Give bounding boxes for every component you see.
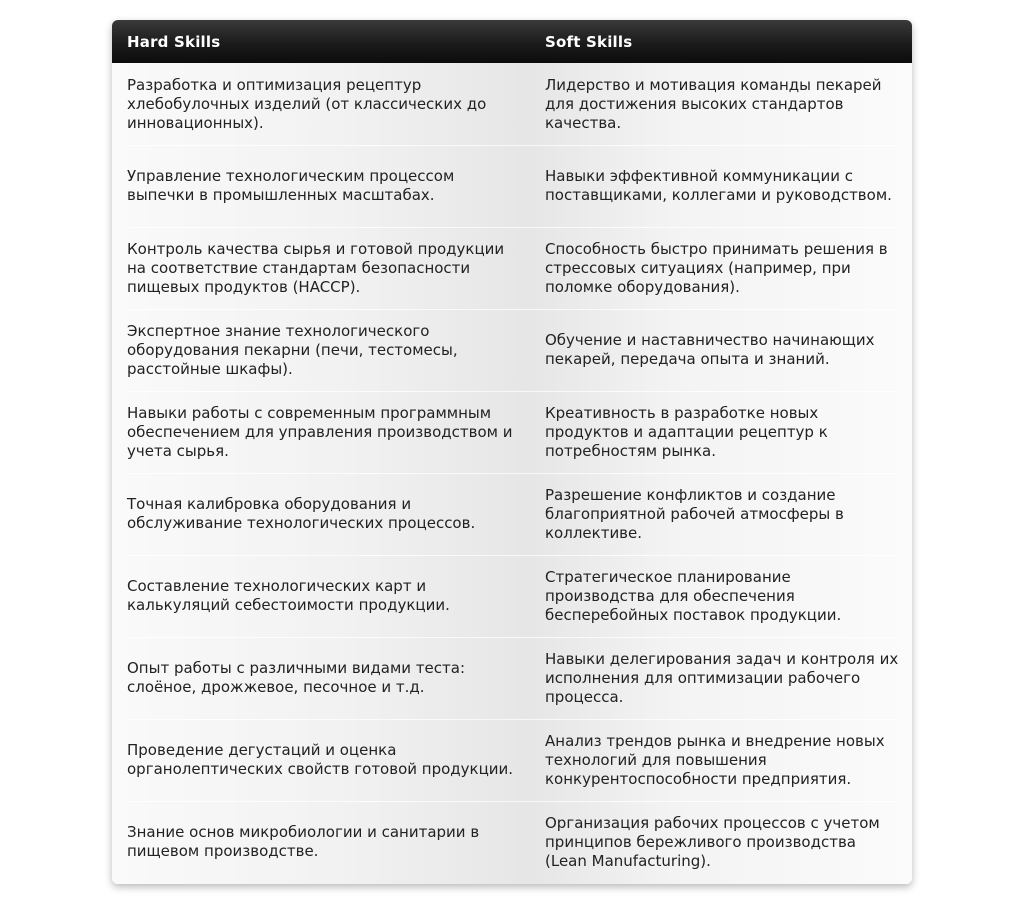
soft-skill-cell: Навыки делегирования задач и контроля их исполнения для оптимизации рабочего процесса. [545,649,899,706]
table-row [112,145,912,227]
soft-skill-cell: Разрешение конфликтов и создание благоприятной рабочей атмосферы в коллективе. [545,485,844,542]
table-header [112,20,912,63]
table-row [112,555,912,637]
hard-skill-cell: Знание основ микробиологии и санитарии в пищевом производстве. [127,823,480,860]
soft-skill-cell: Стратегическое планирование производства для обеспечения бесперебойных поставок продукции. [545,567,842,624]
table-row [112,309,912,391]
hard-skill-cell: Опыт работы с различными видами теста: слоёное, дрожжевое, песочное и т.д. [127,659,466,696]
table-row [112,801,912,883]
table-row [112,227,912,309]
hard-skill-cell: Контроль качества сырья и готовой продукции на соответствие стандартам безопасности пищевых продуктов (HACCP). [127,239,505,296]
soft-skill-cell: Навыки эффективной коммуникации с поставщиками, коллегами и руководством. [545,167,892,204]
table-row [112,391,912,473]
table-row [112,63,912,145]
header-soft-skills: Soft Skills [545,32,633,51]
soft-skill-cell: Лидерство и мотивация команды пекарей для достижения высоких стандартов качества. [545,75,882,132]
hard-skill-cell: Проведение дегустаций и оценка органолептических свойств готовой продукции. [127,741,514,778]
table-row [112,637,912,719]
soft-skill-cell: Организация рабочих процессов с учетом принципов бережливого производства (Lean Manufacturing). [545,813,880,870]
soft-skill-cell: Анализ трендов рынка и внедрение новых технологий для повышения конкурентоспособности предприятия. [545,731,885,788]
soft-skill-cell: Креативность в разработке новых продуктов и адаптации рецептур к потребностям рынка. [545,403,828,460]
soft-skill-cell: Способность быстро принимать решения в стрессовых ситуациях (например, при поломке оборудования). [545,239,888,296]
hard-skill-cell: Точная калибровка оборудования и обслуживание технологических процессов. [127,495,476,532]
soft-skill-cell: Обучение и наставничество начинающих пекарей, передача опыта и знаний. [545,331,875,368]
hard-skill-cell: Разработка и оптимизация рецептур хлебобулочных изделий (от классических до инновационных). [127,75,487,132]
hard-skill-cell: Составление технологических карт и калькуляций себестоимости продукции. [127,577,450,614]
hard-skill-cell: Управление технологическим процессом выпечки в промышленных масштабах. [127,167,455,204]
hard-skill-cell: Экспертное знание технологического оборудования пекарни (печи, тестомесы, расстойные шкафы). [127,321,458,378]
skills-table [112,20,912,884]
hard-skill-cell: Навыки работы с современным программным обеспечением для управления производством и учета сырья. [127,403,513,460]
table-row [112,719,912,801]
table-body [112,63,912,883]
table-row [112,473,912,555]
header-hard-skills: Hard Skills [127,32,221,51]
